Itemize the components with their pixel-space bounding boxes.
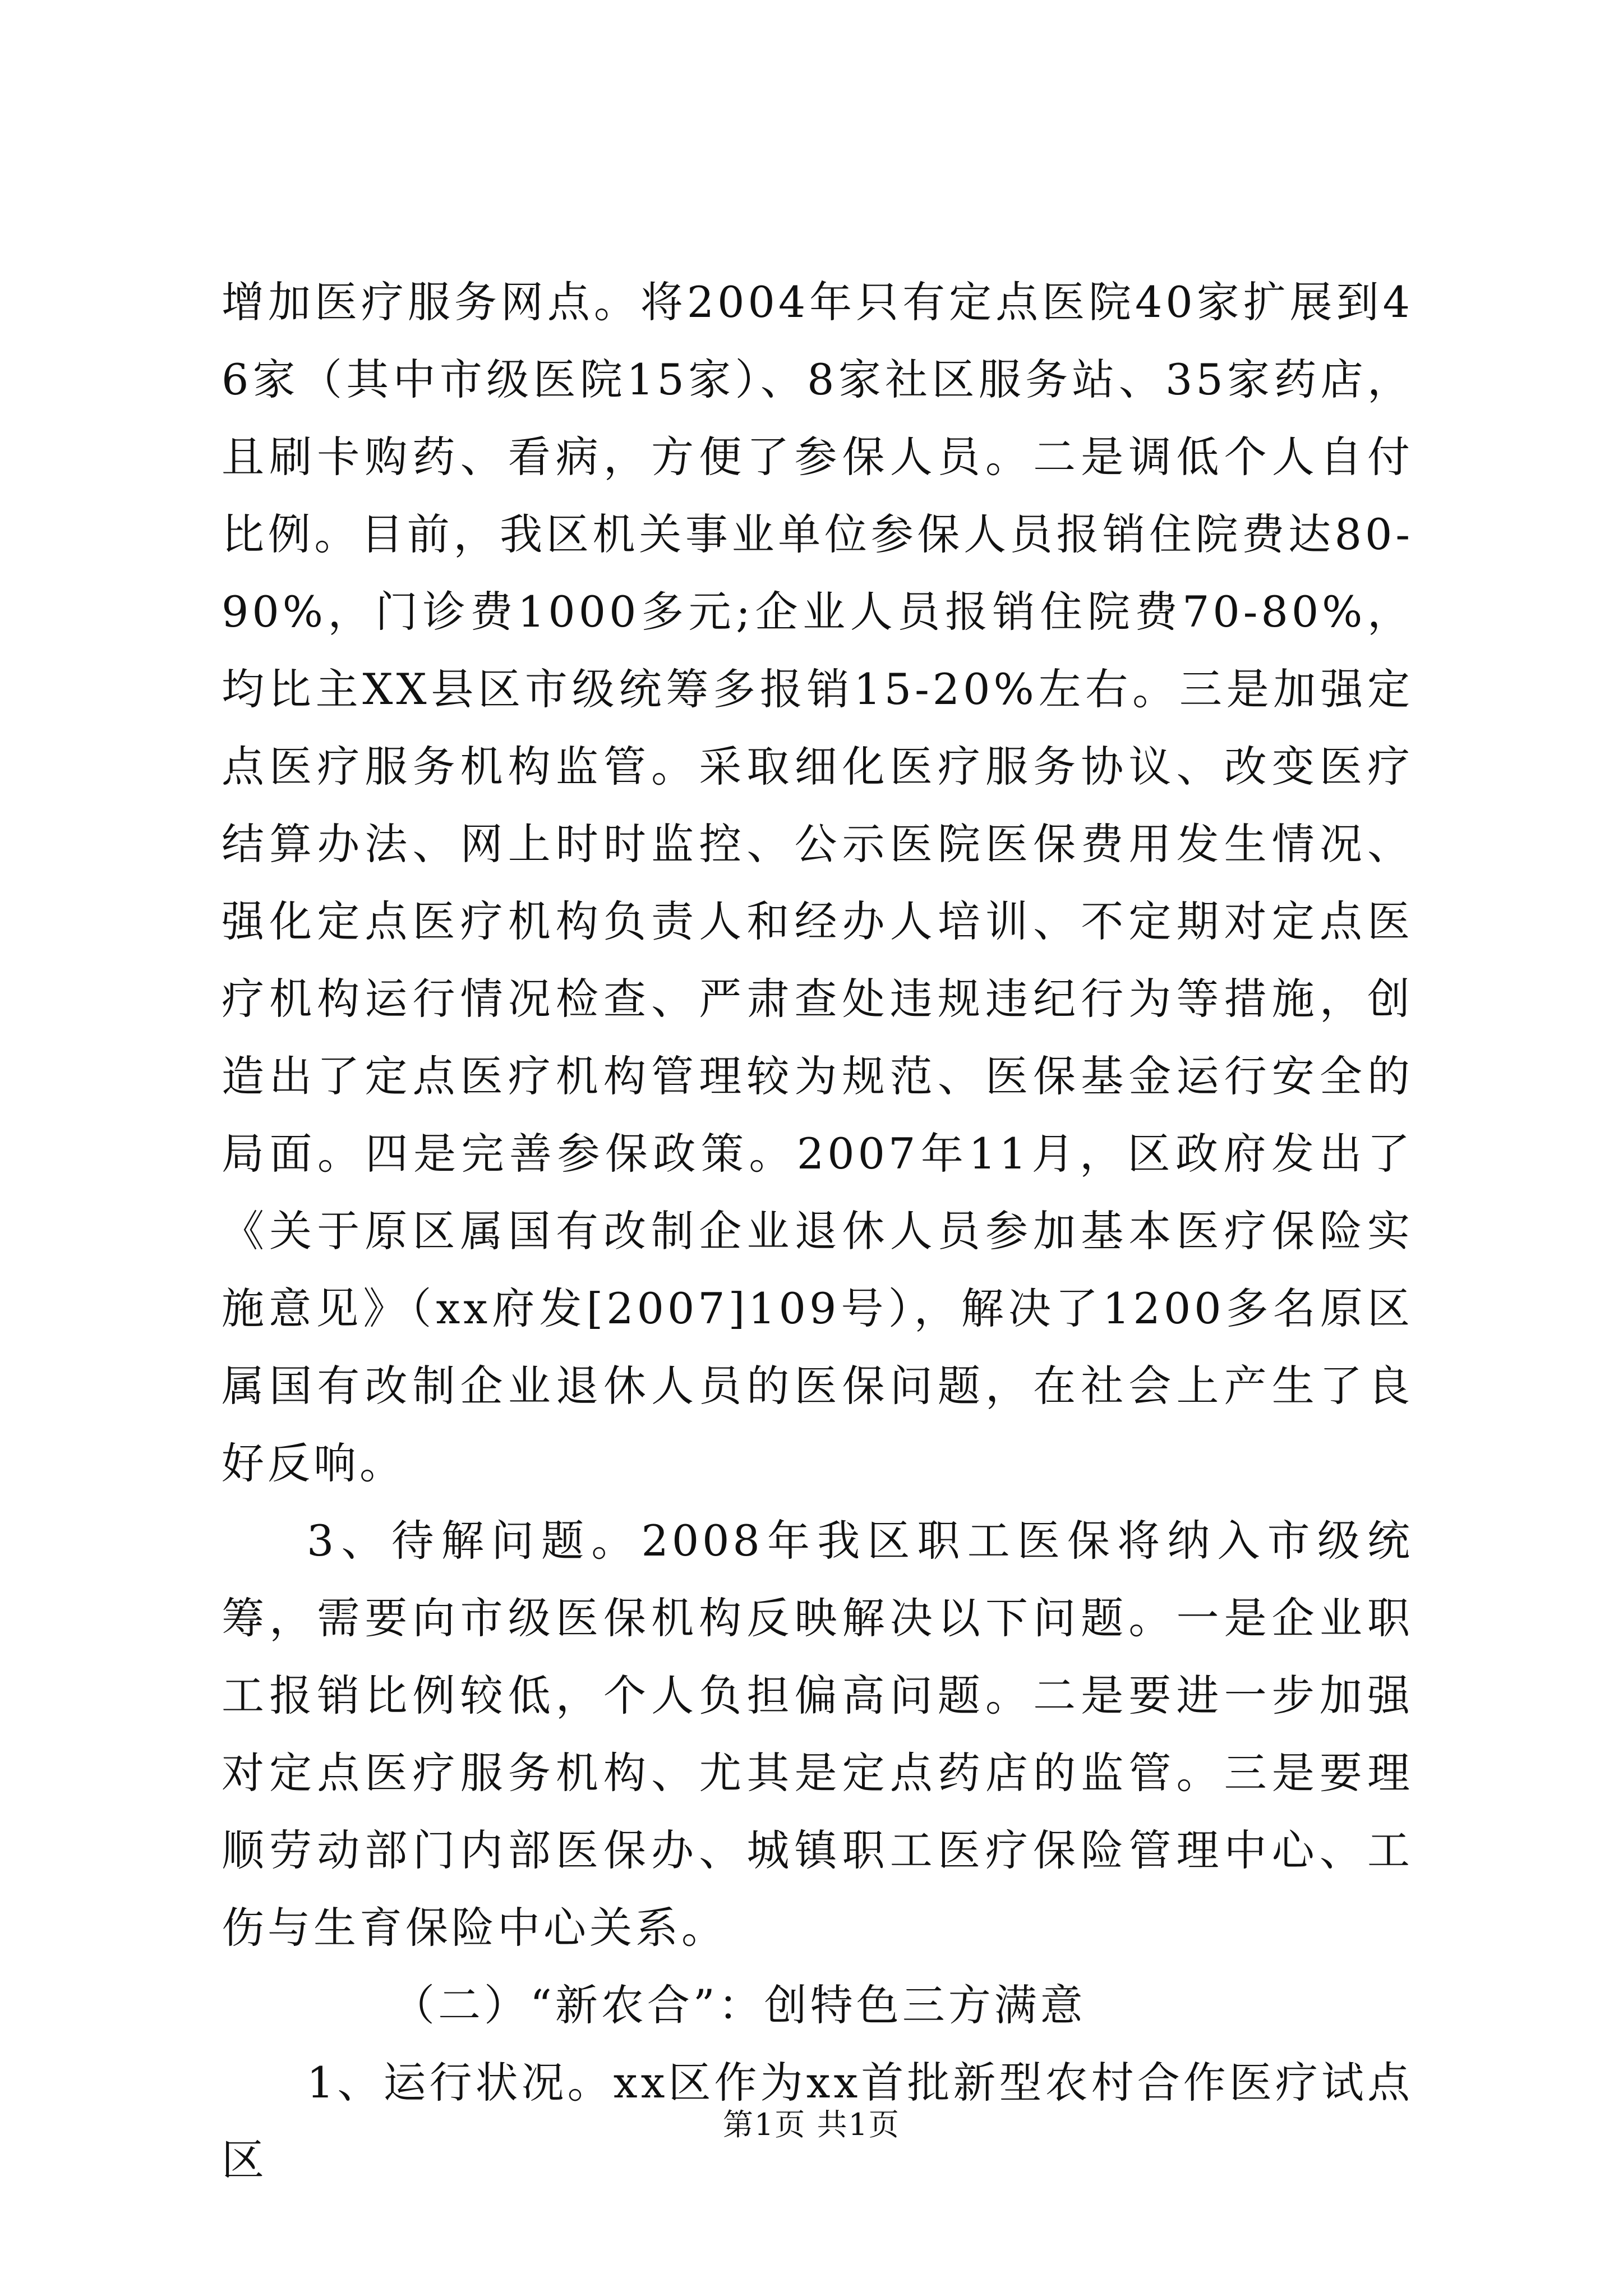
page-footer <box>0 2101 1623 2144</box>
paragraph-medical-service-points: 增加医疗服务网点。将2004年只有定点医院40家扩展到46家（其中市级医院15家）、8家社区服务站、35家药店，且刷卡购药、看病，方便了参保人员。二是调低个人自付比例。目前，我区机关事业单位参保人员报销住院费达80-90%，门诊费1000多元;企业人员报销住院费70-80%，均比主XX县区市级统筹多报销15-20%左右。三是加强定点医疗服务机构监管。采取细化医疗服务协议、改变医疗结算办法、网上时时监控、公示医院医保费用发生情况、强化定点医疗机构负责人和经办人培训、不定期对定点医疗机构运行情况检查、严肃查处违规违纪行为等措施，创造出了定点医疗机构管理较为规范、医保基金运行安全的局面。四是完善参保政策。2007年11月，区政府发出了《关于原区属国有改制企业退休人员参加基本医疗保险实施意见》（xx府发[2007]109号），解决了1200多名原区属国有改制企业退休人员的医保问题，在社会上产生了良好反响。 <box>222 277 1413 1488</box>
paragraph-pending-issues: 3、待解问题。2008年我区职工医保将纳入市级统筹，需要向市级医保机构反映解决以下问题。一是企业职工报销比例较低，个人负担偏高问题。二是要进一步加强对定点医疗服务机构、尤其是定点药店的监管。三是要理顺劳动部门内部医保办、城镇职工医疗保险管理中心、工伤与生育保险中心关系。 <box>222 1516 1413 1953</box>
section-heading-new-rural-cooperative: （二）“新农合”：创特色三方满意 <box>392 1980 1086 2030</box>
paragraph-operating-status: 1、运行状况。xx区作为xx首批新型农村合作医疗试点区 <box>222 2058 1413 2185</box>
page-number-label: 第1页 共1页 <box>723 2107 900 2142</box>
document-body <box>222 264 1413 2199</box>
